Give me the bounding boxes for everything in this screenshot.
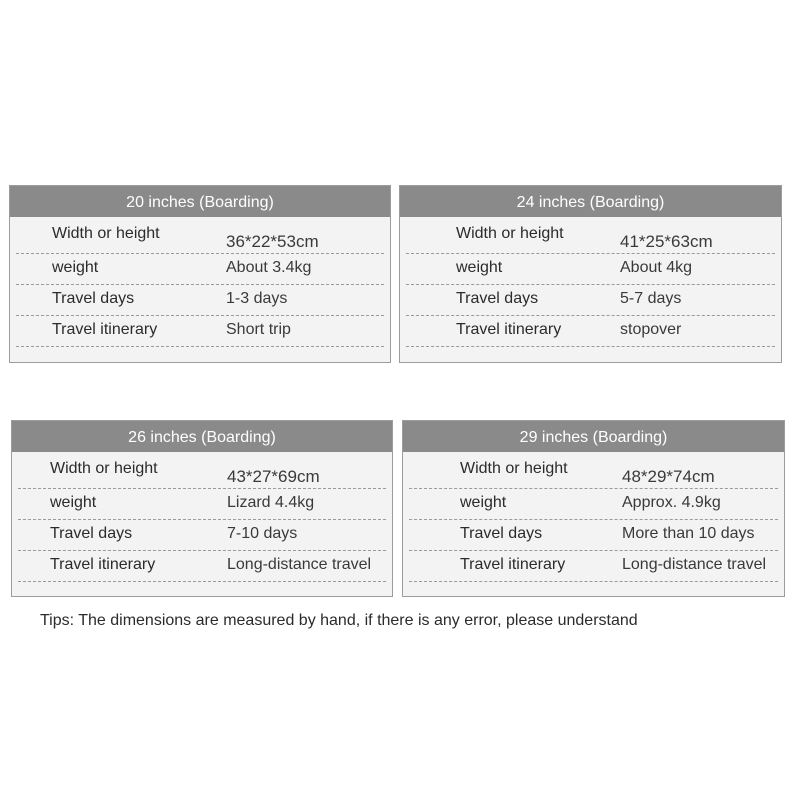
spec-row-weight xyxy=(16,254,384,285)
spec-label: weight xyxy=(460,494,507,511)
spec-row-travel-days xyxy=(409,520,778,551)
spec-row-travel-days xyxy=(16,285,384,316)
size-card-26-inch xyxy=(11,420,393,597)
tips-note: Tips: The dimensions are measured by hand, if there is any error, please understand xyxy=(40,612,638,629)
spec-value: About 4kg xyxy=(620,259,693,276)
spec-row-itinerary xyxy=(18,551,386,582)
spec-value: 48*29*74cm xyxy=(622,467,715,486)
spec-label: Travel itinerary xyxy=(50,556,156,573)
spec-label: Travel days xyxy=(460,525,543,542)
spec-label: Travel days xyxy=(456,290,539,307)
card-title: 29 inches (Boarding) xyxy=(403,421,784,452)
spec-row-dimensions xyxy=(18,452,386,489)
spec-label: Width or height xyxy=(52,225,160,242)
spec-value: More than 10 days xyxy=(622,525,755,542)
spec-value: Long-distance travel xyxy=(227,556,372,573)
spec-value: 1-3 days xyxy=(226,290,288,307)
card-title: 26 inches (Boarding) xyxy=(12,421,392,452)
spec-value: 41*25*63cm xyxy=(620,232,713,251)
spec-row-dimensions xyxy=(406,217,775,254)
spec-row-dimensions xyxy=(16,217,384,254)
spec-row-weight xyxy=(18,489,386,520)
spec-value: 36*22*53cm xyxy=(226,232,319,251)
spec-row-weight xyxy=(406,254,775,285)
spec-value: 5-7 days xyxy=(620,290,682,307)
spec-label: weight xyxy=(456,259,503,276)
size-card-24-inch xyxy=(399,185,782,363)
spec-label: Travel itinerary xyxy=(460,556,566,573)
spec-value: Short trip xyxy=(226,321,291,338)
spec-value: 43*27*69cm xyxy=(227,467,320,486)
spec-rows xyxy=(403,452,784,582)
spec-value: Lizard 4.4kg xyxy=(227,494,315,511)
spec-row-dimensions xyxy=(409,452,778,489)
spec-value: 7-10 days xyxy=(227,525,298,542)
spec-value: Approx. 4.9kg xyxy=(622,494,721,511)
size-card-20-inch xyxy=(9,185,391,363)
spec-label: Width or height xyxy=(456,225,564,242)
spec-label: Travel itinerary xyxy=(52,321,158,338)
spec-row-weight xyxy=(409,489,778,520)
spec-value: stopover xyxy=(620,321,682,338)
spec-label: Travel days xyxy=(52,290,135,307)
spec-value: Long-distance travel xyxy=(622,556,767,573)
spec-value: About 3.4kg xyxy=(226,259,312,276)
spec-row-travel-days xyxy=(18,520,386,551)
size-card-29-inch xyxy=(402,420,785,597)
spec-row-travel-days xyxy=(406,285,775,316)
card-title: 20 inches (Boarding) xyxy=(10,186,390,217)
spec-rows xyxy=(12,452,392,582)
card-title: 24 inches (Boarding) xyxy=(400,186,781,217)
spec-row-itinerary xyxy=(409,551,778,582)
spec-row-itinerary xyxy=(406,316,775,347)
spec-row-itinerary xyxy=(16,316,384,347)
spec-label: Travel itinerary xyxy=(456,321,562,338)
spec-rows xyxy=(10,217,390,347)
spec-label: Width or height xyxy=(460,460,568,477)
spec-label: Travel days xyxy=(50,525,133,542)
spec-label: Width or height xyxy=(50,460,158,477)
spec-label: weight xyxy=(52,259,99,276)
spec-label: weight xyxy=(50,494,97,511)
spec-rows xyxy=(400,217,781,347)
